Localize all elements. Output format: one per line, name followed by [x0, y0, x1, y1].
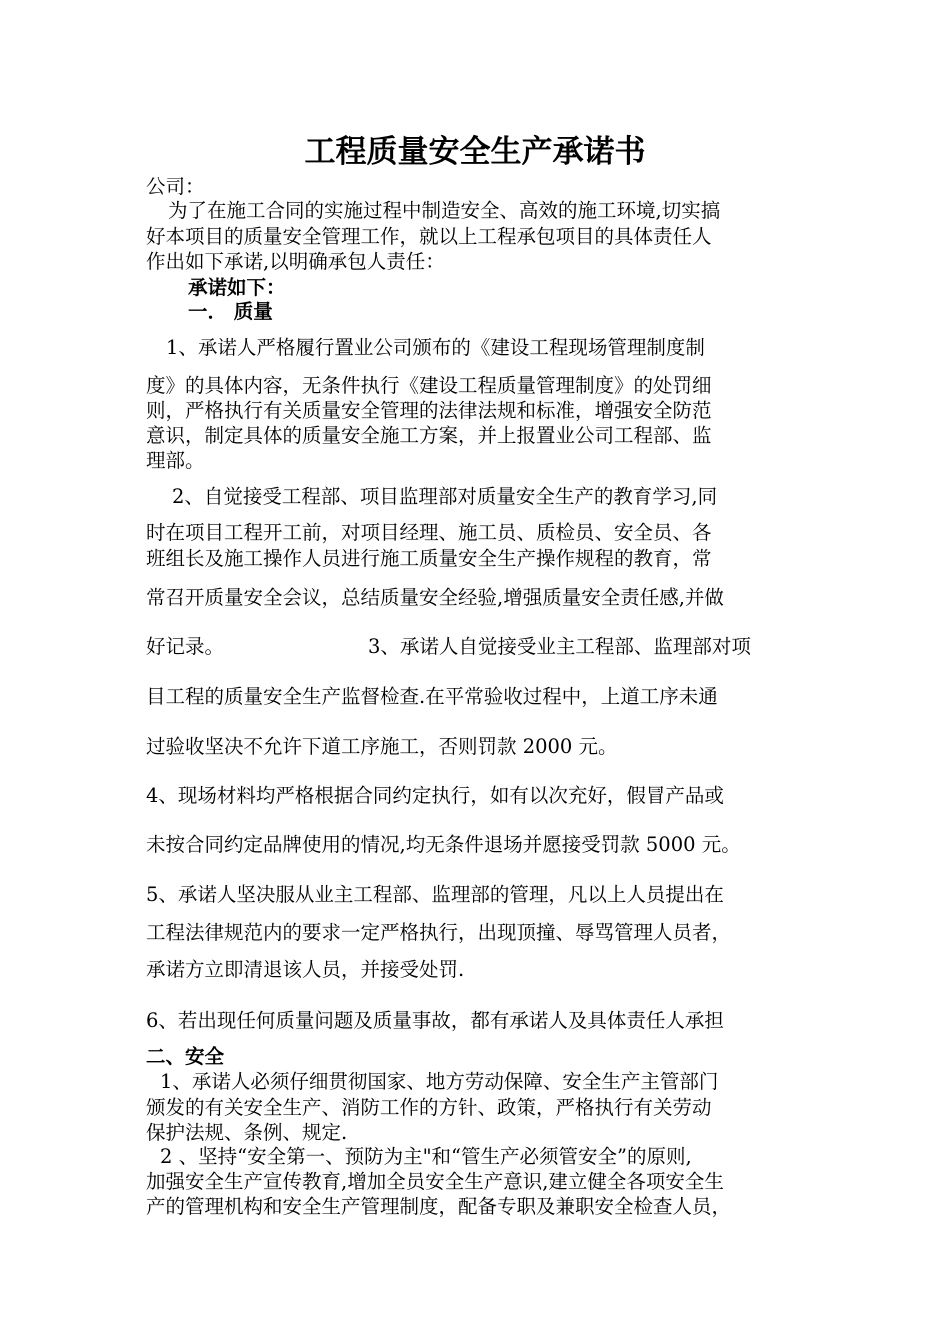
item2-line-1: 2、自觉接受工程部、项目监理部对质量安全生产的教育学习,同: [172, 485, 718, 508]
item1-line-1: 1、承诺人严格履行置业公司颁布的《建设工程现场管理制度制: [166, 336, 705, 359]
safety1-line-1: 1、承诺人必须仔细贯彻国家、地方劳动保障、安全生产主管部门: [160, 1070, 719, 1093]
safety2-line-1: 2 、坚持“安全第一、预防为主"和“管生产必须管安全”的原则,: [160, 1145, 692, 1168]
item2-line-5: 好记录。: [146, 635, 225, 658]
intro-line-2: 好本项目的质量安全管理工作，就以上工程承包项目的具体责任人: [146, 225, 712, 248]
item2-line-2: 时在项目工程开工前，对项目经理、施工员、质检员、安全员、各: [146, 521, 712, 544]
item3-line-2: 目工程的质量安全生产监督检查.在平常验收过程中，上道工序未通: [146, 685, 718, 708]
item3-line-3: 过验收坚决不允许下道工序施工，否则罚款 2000 元。: [146, 735, 618, 758]
safety1-line-2: 颁发的有关安全生产、消防工作的方针、政策，严格执行有关劳动: [146, 1096, 712, 1119]
salutation: 公司：: [146, 175, 205, 198]
safety2-line-3: 产的管理机构和安全生产管理制度，配备专职及兼职安全检查人员，: [146, 1195, 732, 1218]
safety2-line-2: 加强安全生产宣传教育,增加全员安全生产意识,建立健全各项安全生: [146, 1170, 724, 1193]
intro-line-3: 作出如下承诺,以明确承包人责任：: [146, 250, 445, 273]
item1-line-4: 意识，制定具体的质量安全施工方案，并上报置业公司工程部、监: [146, 424, 712, 447]
item3-line-1: 3、承诺人自觉接受业主工程部、监理部对项: [368, 635, 751, 658]
commit-heading: 承诺如下：: [188, 276, 286, 299]
section-heading-safety: 二、安全: [146, 1045, 225, 1068]
section-heading-quality: 一． 质量: [188, 300, 273, 323]
item4-line-1: 4、现场材料均严格根据合同约定执行，如有以次充好，假冒产品或: [146, 784, 724, 807]
intro-line-1: 为了在施工合同的实施过程中制造安全、高效的施工环境,切实搞: [168, 199, 721, 222]
item5-line-2: 工程法律规范内的要求一定严格执行，出现顶撞、辱骂管理人员者，: [146, 921, 732, 944]
item2-line-3: 班组长及施工操作人员进行施工质量安全生产操作规程的教育，常: [146, 547, 712, 570]
item1-line-3: 则，严格执行有关质量安全管理的法律法规和标准，增强安全防范: [146, 399, 712, 422]
safety1-line-3: 保护法规、条例、规定.: [146, 1121, 348, 1144]
item5-line-3: 承诺方立即清退该人员，并接受处罚.: [146, 958, 465, 981]
item2-line-4: 常召开质量安全会议，总结质量安全经验,增强质量安全责任感,并做: [146, 586, 724, 609]
item6-line-1: 6、若出现任何质量问题及质量事故，都有承诺人及具体责任人承担: [146, 1009, 724, 1032]
item4-line-2: 未按合同约定品牌使用的情况,均无条件退场并愿接受罚款 5000 元。: [146, 833, 741, 856]
item1-line-2: 度》的具体内容，无条件执行《建设工程质量管理制度》的处罚细: [146, 374, 712, 397]
item1-line-5: 理部。: [146, 449, 205, 472]
item5-line-1: 5、承诺人坚决服从业主工程部、监理部的管理，凡以上人员提出在: [146, 883, 724, 906]
document-title: 工程质量安全生产承诺书: [304, 134, 646, 170]
